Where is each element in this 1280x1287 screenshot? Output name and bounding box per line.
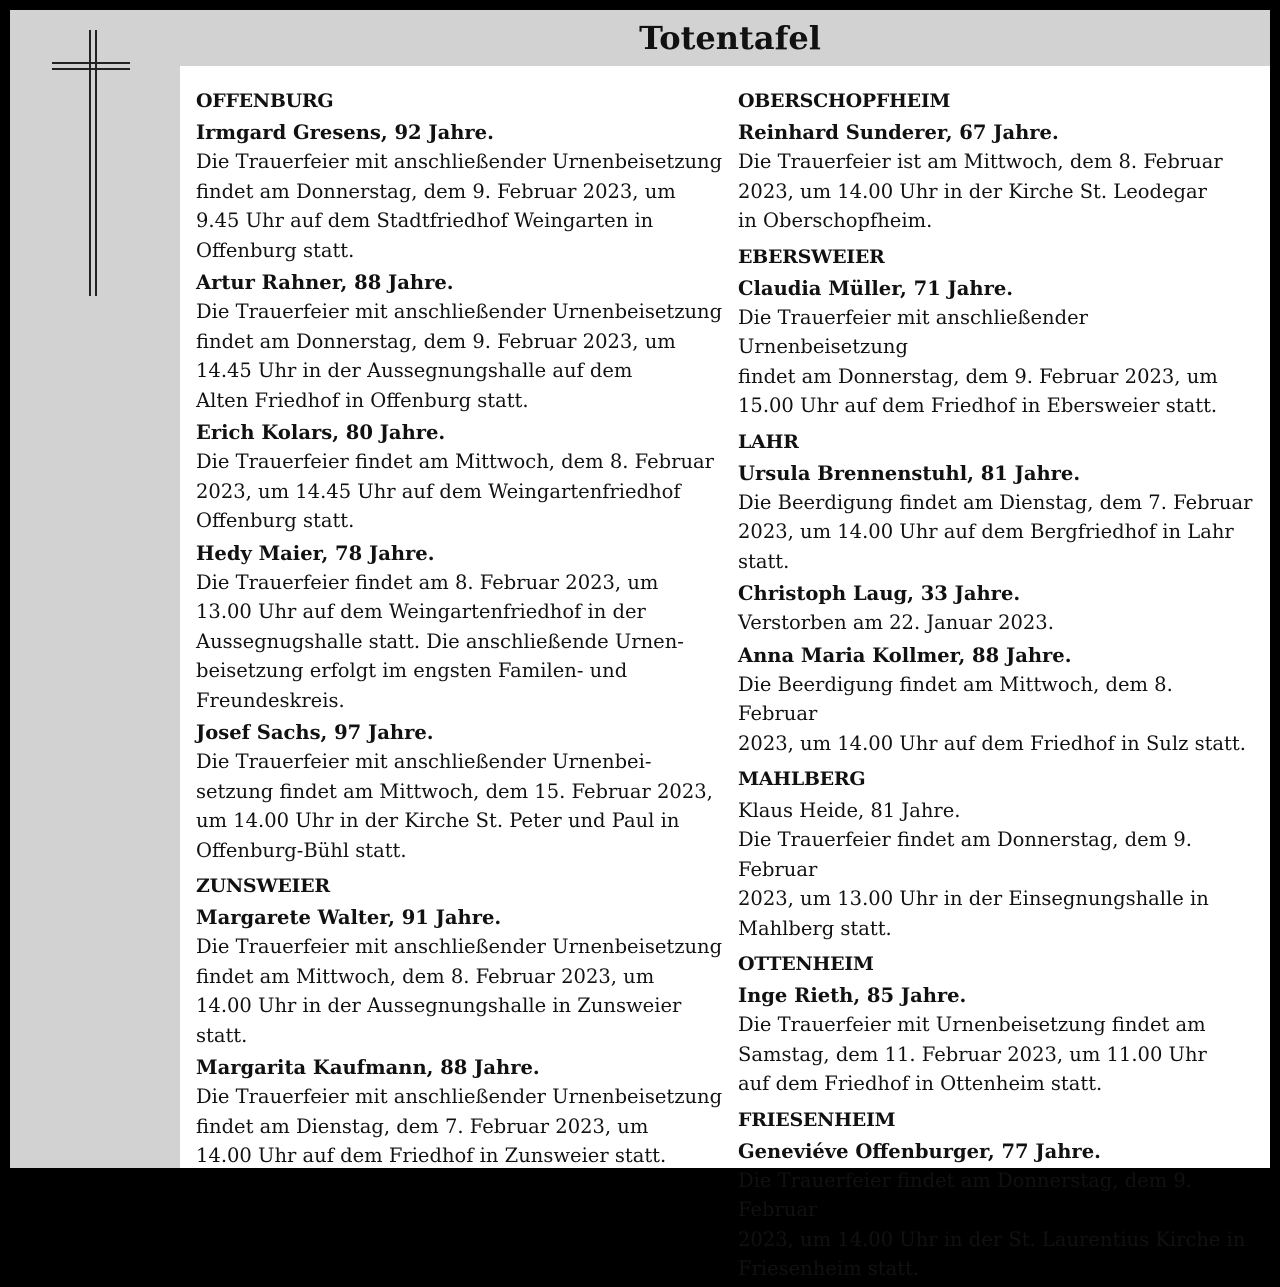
town-heading: OTTENHEIM	[738, 953, 874, 975]
deceased-name: Klaus Heide, 81 Jahre.	[738, 799, 961, 822]
deceased-name: Josef Sachs, 97 Jahre.	[196, 721, 434, 744]
deceased-name: Erich Kolars, 80 Jahre.	[196, 421, 446, 444]
service-details: Die Beerdigung findet am Dienstag, dem 7. Februar 2023, um 14.00 Uhr auf dem Bergfriedhof in Lahr statt.	[738, 490, 1253, 573]
town-heading: OBERSCHOPFHEIM	[738, 90, 951, 112]
deceased-name: Artur Rahner, 88 Jahre.	[196, 271, 454, 294]
deceased-name: Reinhard Sunderer, 67 Jahre.	[738, 121, 1059, 144]
service-details: Die Trauerfeier mit anschließender Urnenbeisetzung findet am Donnerstag, dem 9. Februar 2023, um 14.45 Uhr in der Aussegnungshalle auf dem Alten Friedhof in Offenburg statt.	[196, 300, 723, 412]
deceased-name: Irmgard Gresens, 92 Jahre.	[196, 121, 494, 144]
deceased-name: Margarete Walter, 91 Jahre.	[196, 906, 502, 929]
town-section	[738, 242, 1258, 421]
service-details: Die Trauerfeier findet am Donnerstag, dem 9. Februar 2023, um 13.00 Uhr in der Einsegnungshalle in Mahlberg statt.	[738, 828, 1209, 940]
town-heading: FRIESENHEIM	[738, 1108, 896, 1131]
deceased-name: Inge Rieth, 85 Jahre.	[738, 984, 967, 1007]
town-section	[738, 427, 1258, 759]
service-details: Verstorben am 22. Januar 2023.	[738, 611, 1054, 634]
obituary-content	[180, 66, 1270, 1280]
service-details: Die Trauerfeier ist am Mittwoch, dem 8. Februar 2023, um 14.00 Uhr in der Kirche St. Leodegar in Oberschopfheim.	[738, 150, 1223, 232]
deceased-name: Anna Maria Kollmer, 88 Jahre.	[738, 643, 1072, 667]
town-section	[738, 1105, 1258, 1284]
service-details: Die Trauerfeier findet am 8. Februar 2023, um 13.00 Uhr auf dem Weingartenfriedhof in der Aussegnugshalle statt. Die anschließende Urnen- beisetzung erfolgt im engsten Familen- und Freundeskreis.	[196, 570, 684, 712]
deceased-name: Margarita Kaufmann, 88 Jahre.	[196, 1056, 540, 1079]
town-section	[738, 764, 1258, 943]
service-details: Die Trauerfeier mit Urnenbeisetzung findet am Samstag, dem 11. Februar 2023, um 11.00 Uhr auf dem Friedhof in Ottenheim statt.	[738, 1013, 1207, 1095]
deceased-name: Ursula Brennenstuhl, 81 Jahre.	[738, 461, 1081, 485]
service-details: Die Trauerfeier mit anschließender Urnenbeisetzung findet am Dienstag, dem 7. Februar 2023, um 14.00 Uhr auf dem Friedhof in Zunsweier statt.	[196, 1085, 723, 1167]
deceased-name: Claudia Müller, 71 Jahre.	[738, 276, 1014, 300]
service-details: Die Trauerfeier findet am Donnerstag, dem 9. Februar 2023, um 14.00 Uhr in der St. Laurentius Kirche in Friesenheim statt.	[738, 1168, 1246, 1280]
town-heading: ZUNSWEIER	[196, 875, 330, 897]
town-section	[738, 949, 1258, 1099]
service-details: Die Trauerfeier mit anschließender Urnenbeisetzung findet am Donnerstag, dem 9. Februar 2023, um 15.00 Uhr auf dem Friedhof in Ebersweier statt.	[738, 305, 1218, 417]
town-heading: EBERSWEIER	[738, 245, 885, 268]
deceased-name: Christoph Laug, 33 Jahre.	[738, 582, 1021, 605]
service-details: Die Trauerfeier findet am Mittwoch, dem 8. Februar 2023, um 14.45 Uhr auf dem Weingartenfriedhof Offenburg statt.	[196, 450, 714, 532]
town-section	[196, 86, 726, 865]
service-details: Die Beerdigung findet am Mittwoch, dem 8. Februar 2023, um 14.00 Uhr auf dem Friedhof in Sulz statt.	[738, 672, 1246, 755]
left-column	[196, 86, 726, 1174]
deceased-name: Geneviéve Offenburger, 77 Jahre.	[738, 1139, 1101, 1163]
page-title: Totentafel	[639, 19, 821, 57]
service-details: Die Trauerfeier mit anschließender Urnenbei- setzung findet am Mittwoch, dem 15. Februar 2023, um 14.00 Uhr in der Kirche St. Peter und Paul in Offenburg-Bühl statt.	[196, 750, 713, 862]
town-heading: OFFENBURG	[196, 90, 334, 112]
right-column	[738, 86, 1258, 1287]
service-details: Die Trauerfeier mit anschließender Urnenbeisetzung findet am Donnerstag, dem 9. Februar 2023, um 9.45 Uhr auf dem Stadtfriedhof Weingarten in Offenburg statt.	[196, 150, 723, 262]
obituary-panel	[10, 10, 1270, 1280]
service-details: Die Trauerfeier mit anschließender Urnenbeisetzung findet am Mittwoch, dem 8. Februar 2023, um 14.00 Uhr in der Aussegnungshalle in Zunsweier statt.	[196, 935, 723, 1047]
town-heading: MAHLBERG	[738, 768, 866, 790]
town-heading: LAHR	[738, 430, 799, 453]
town-section	[196, 871, 726, 1171]
deceased-name: Hedy Maier, 78 Jahre.	[196, 541, 435, 565]
town-section	[738, 86, 1258, 236]
cross-icon	[10, 10, 180, 310]
